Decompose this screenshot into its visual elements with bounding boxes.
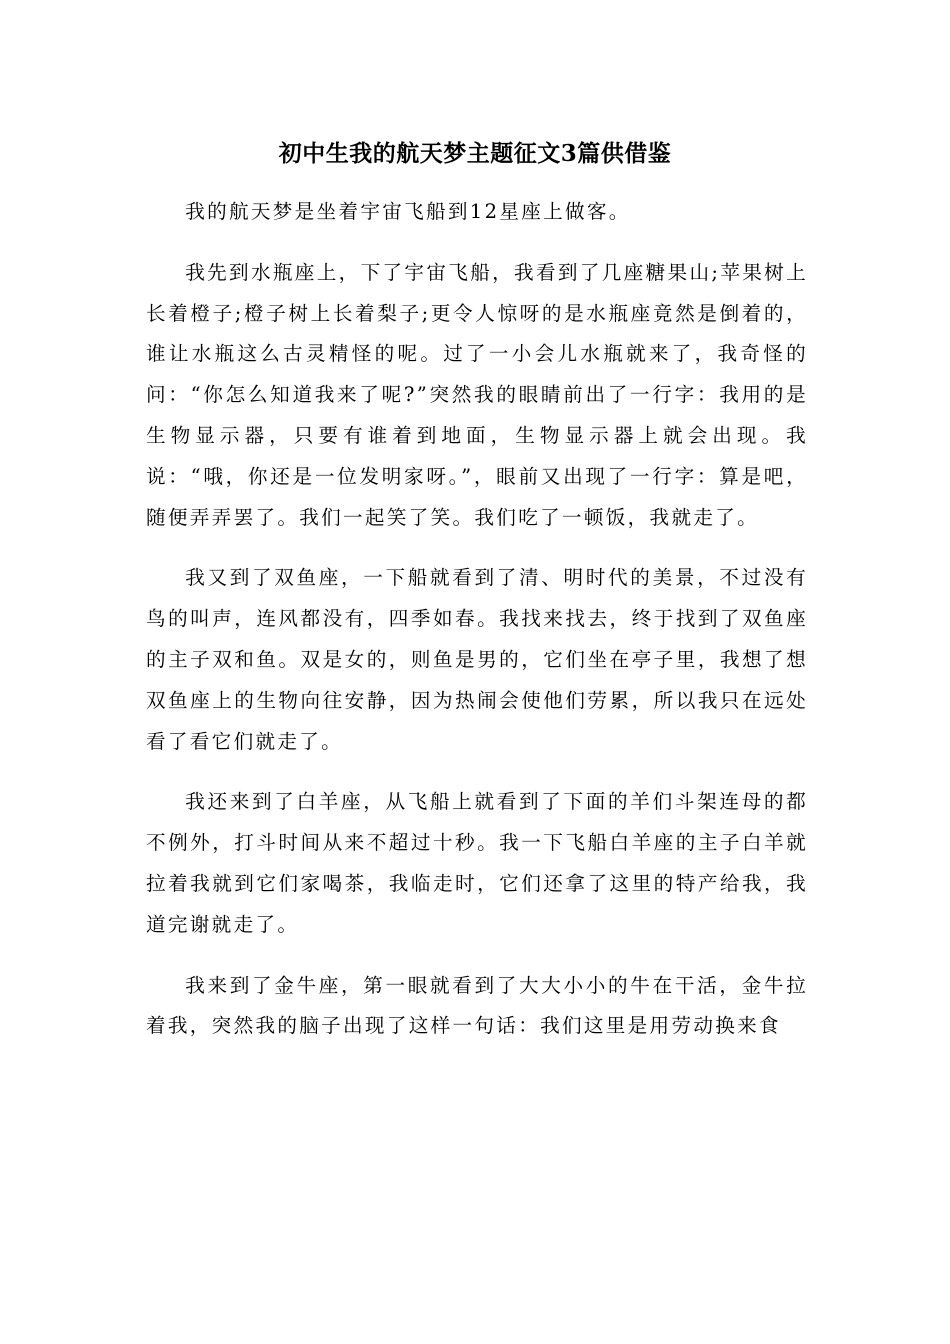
paragraph: 我还来到了白羊座，从飞船上就看到了下面的羊们斗架连母的都不例外，打斗时间从来不超过十秒。我一下飞船白羊座的主子白羊就拉着我就到它们家喝茶，我临走时，它们还拿了这里的特产给我，我道完谢就走了。 bbox=[146, 790, 808, 936]
paragraph: 我的航天梦是坐着宇宙飞船到12星座上做客。 bbox=[185, 200, 631, 223]
document-title: 初中生我的航天梦主题征文3篇供借鉴 bbox=[278, 140, 672, 167]
document-body bbox=[146, 192, 808, 1067]
paragraph: 我来到了金牛座，第一眼就看到了大大小小的牛在干活，金牛拉着我，突然我的脑子出现了这样一句话：我们这里是用劳动换来食 bbox=[146, 973, 808, 1038]
paragraph: 我先到水瓶座上，下了宇宙飞船，我看到了几座糖果山;苹果树上长着橙子;橙子树上长着梨子;更令人惊呀的是水瓶座竟然是倒着的，谁让水瓶这么古灵精怪的呢。过了一小会儿水瓶就来了，我奇怪的问：“你怎么知道我来了呢?”突然我的眼睛前出了一行字：我用的是生物显示器，只要有谁着到地面，生物显示器上就会出现。我说：“哦，你还是一位发明家呀。”，眼前又出现了一行字：算是吧，随便弄弄罢了。我们一起笑了笑。我们吃了一顿饭，我就走了。 bbox=[146, 260, 808, 529]
paragraph: 我又到了双鱼座，一下船就看到了清、明时代的美景，不过没有鸟的叫声，连风都没有，四季如春。我找来找去，终于找到了双鱼座的主子双和鱼。双是女的，则鱼是男的，它们坐在亭子里，我想了想双鱼座上的生物向往安静，因为热闹会使他们劳累，所以我只在远处看了看它们就走了。 bbox=[146, 566, 808, 753]
